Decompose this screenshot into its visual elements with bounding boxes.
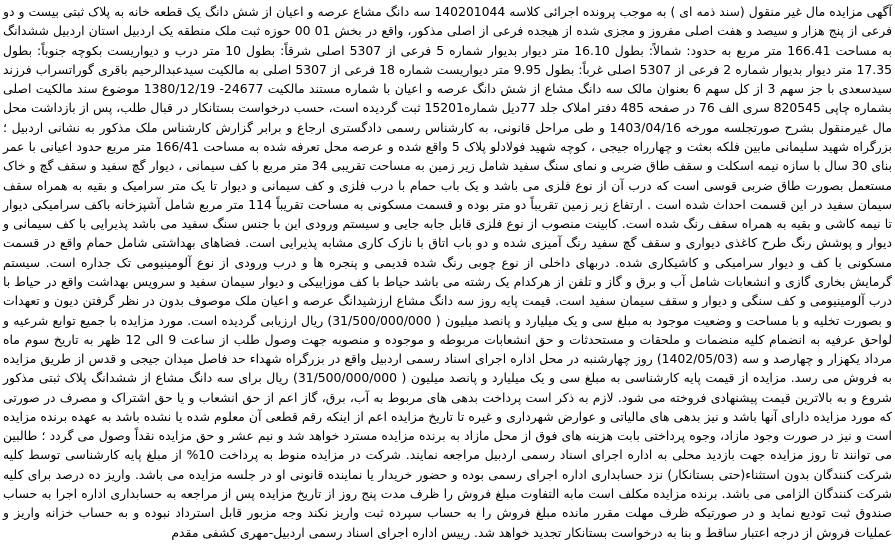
auction-notice-body-text: آگهی مزایده مال غیر منقول (سند ذمه ای ) به موجب پرونده اجرائی کلاسه 140201044 سه دانگ مشاع عرصه و اعیان از شش دانگ یک قطعه خانه به پلاک ثبتی بیست و دو فرعی از پنج هزار و سیصد و هفت اصلی مفروز و مجزی شده از هیجده فرعی از اصلی مذکور، واقع در بخش 01 00 حوزه ثبت ملک منطقه یک اردبیل استان اردبیل ششدانگ به مساحت 166.41 متر مربع به حدود: شمالاً: بطول 16.10 متر دیوار بدیوار شماره 5 فرعی از 5307 اصلی شرقاً: بطول 10 متر درب و دیواریست بکوچه جنوباً: بطول 17.35 متر دیوار بدیوار شماره 2 فرعی از 5307 اصلی غرباً: بطول 9.95 متر دیواریست شماره 18 فرعی از 5307 اصلی به مالکیت سیدعبدالرحیم باقری گوراتسراب فرزند سیدسعدی با جز سهم 3 از کل سهم 6 بعنوان مالک سه دانگ مشاع از شش دانگ عرصه و اعیان با شماره مستند مالکیت 24677- 1380/12/19 موضوع سند مالکیت اصلی بشماره چاپی 820545 سری الف 76 در صفحه 485 دفتر املاک جلد 77دیل شماره15201 ثبت گردیده است، حسب درخواست بستانکار در قبال طلب، پس از بازداشت محل مال غیرمنقول بشرح صورتجلسه مورخه 1403/04/16 و طی مراحل قانونی، به کارشناس رسمی دادگستری ارجاع و برابر گزارش کارشناس ملک مذکور به نشانی اردبیل ؛ بزرگراه شهید سلیمانی مابین فلکه بعثت و چهارراه جیجی ، کوچه شهید فولادلو پلاک 5 واقع شده و عرصه محل تعرفه شده به مساحت 166/41 متر مربع حدود اعیانی با عمر بنای 30 سال با سازه نیمه اسکلت و سقف طاق ضربی و نمای سنگ سفید شامل زیر زمین به مساحت تقریبی 34 متر مربع با کف سیمانی ، دیوار گچ سفید و سقف گچ و خاک مستعمل بصورت طاق ضربی قوسی است که درب آن از نوع فلزی می باشد و یک باب حمام با درب فلزی و کف سیمانی و دیوار تا یک متر سرامیک و بقیه به همراه سقف سیمان سفید در این قسمت احداث شده است . ارتفاع زیر زمین تقریباً دو متر بوده و قسمت مسکونی به مساحت تقریباً 114 متر مربع شامل آشپزخانه باکف سرامیکی دیوار تا نیمه کاشی و بقیه به همراه سقف رنگ شده است. کابینت منصوب از نوع فلزی قابل جابه جایی و سیستم ورودی این با جنس سنگ سفید می باشد پذیرایی با کف سیمانی و دیوار و پوشش رنگ طرح کاغذی دیواری و سقف گچ سفید رنگ آمیزی شده و دو باب اتاق با نازک کاری مشابه پذیرایی است. فضاهای بهداشتی شامل حمام واقع در قسمت مسکونی با کف و دیوار سرامیکی و کاشیکاری شده. دربهای داخلی از نوع چوبی رنگ شده قدیمی و پنجره ها و درب ورودی از نوع آلومینیومی تک جداره است. سیستم گرمایش بخاری گازی و انشعابات شامل آب و برق و گاز و تلفن از هرکدام یک رشته می باشد حیاط با کف موزاییکی و دیوار سیمان سفید و سرویس بهداشت واقع در حیاط با درب آلومینیومی و کف سنگی و دیوار و سقف سیمان سفید است. قیمت پایه روز سه دانگ مشاع ارزشیدانگ عرصه و اعیان ملک موصوف بدون در نظر گرفتن دیون و تعهدات و بصورت تخلیه و با مساحت و وضعیت موجود به مبلغ سی و یک میلیارد و پانصد میلیون ( 31/500/000/000) ریال ارزیابی گردیده است. مورد مزایده با جمیع توابع شرعیه و لواحق عرفیه به انضمام کلیه منضمات و ملحقات و مستحدثات و حق انشعابات مربوطه و موجوده و منصوبه جهت وصول طلب از ساعت 9 الی 12 ظهر به تاریخ سوم ماه مرداد یکهزار و چهارصد و سه (1402/05/03) روز چهارشنبه در محل اداره اجرای اسناد رسمی اردبیل واقع در بزرگراه شهداء حد فاصل میدان جیجی و قدس از طریق مزایده به فروش می رسد. مزایده از قیمت پایه کارشناسی به مبلغ سی و یک میلیارد و پانصد میلیون ( 31/500/000/000) ریال برای سه دانگ مشاع از ششدانگ پلاک ثبتی مذکور شروع و به بالاترین قیمت پیشنهادی فروخته می شود. لازم به ذکر است پرداخت بدهی های مربوط به آب، برق، گاز اعم از حق انشعاب و یا حق اشتراک و مصرف در صورتی که مورد مزایده دارای آنها باشد و نیز بدهی های مالیاتی و عوارض شهرداری و غیره تا تاریخ مزایده اعم از اینکه رقم قطعی آن معلوم شده یا نشده باشد به عهده برنده مزایده است و نیز در صورت وجود مازاد، وجوه پرداختی بابت هزینه های فوق از محل مازاد به برنده مزایده مسترد خواهد شد و نیم عشر و حق مزایده نقداً وصول می گردد ؛ طالبین می توانند تا روز مزایده جهت بازدید محلی به اداره اجرای اسناد رسمی اردبیل مراجعه نمایند. شرکت در مزایده منوط به پرداخت 10% از مبلغ پایه کارشناسی توسط کلیه شرکت کنندگان بدون استثناء(حتی بستانکار) نزد حسابداری اداره اجرای رسمی بوده و حضور خریدار یا نماینده قانونی او در جلسه مزایده می باشد. واریز ده درصد برای کلیه شرکت کنندگان الزامی می باشد. برنده مزایده مکلف است مابه التفاوت مبلغ فروش را ظرف مدت پنج روز از تاریخ مزایده پس از مراجعه به حسابداری اداره اجرا به حساب صندوق ثبت تودیع نماید و در صورتیکه ظرف مهلت مقرر مانده مبلغ فروش را به حساب سپرده ثبت واریز نکند وجه مزبور قابل استرداد نبوده و به حساب خزانه واریز و عملیات فروش از درجه اعتبار ساقط و بنا به درخواست بستانکار تجدید خواهد شد. رییس اداره اجرای اسناد رسمی اردبیل-مهری کشفی مقدم [3,4,893,540]
